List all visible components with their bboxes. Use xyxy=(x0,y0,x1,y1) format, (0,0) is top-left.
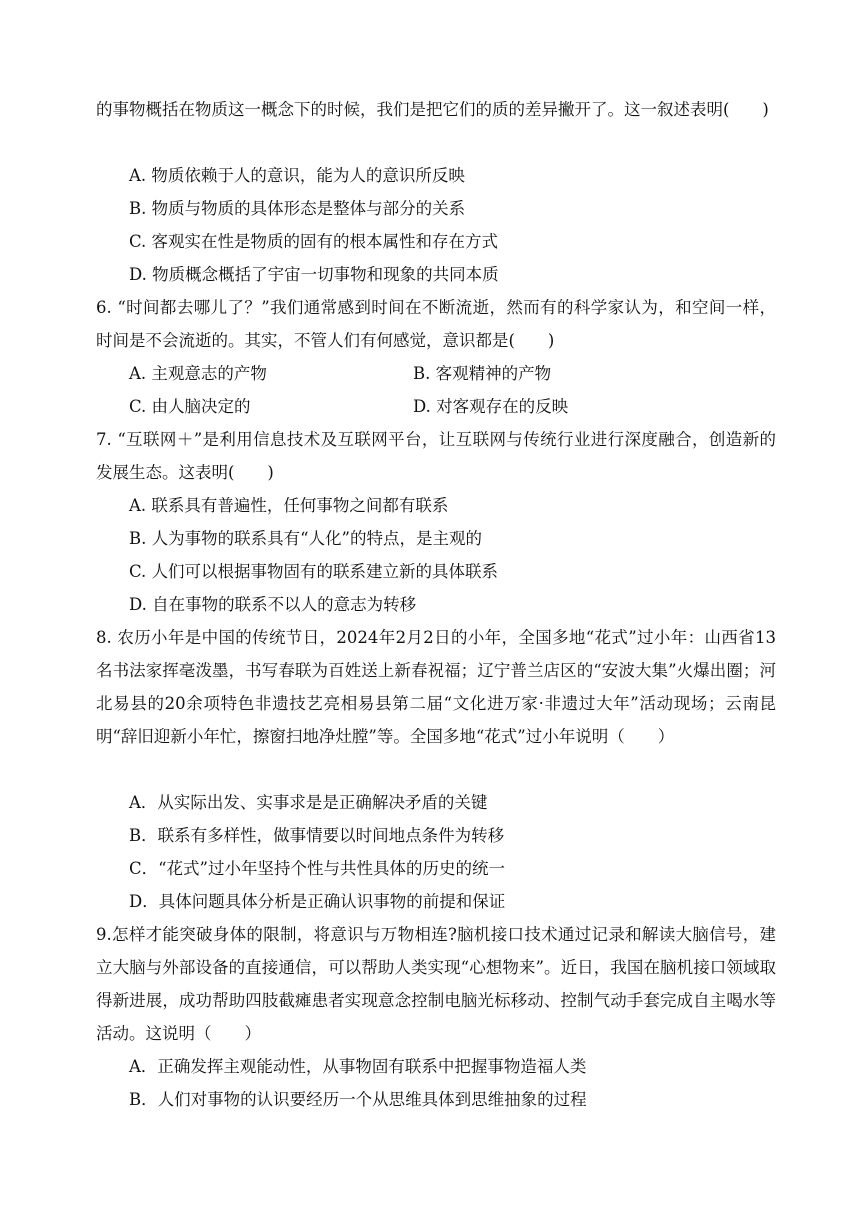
question-7-option-d: D. 自在事物的联系不以人的意志为转移 xyxy=(129,595,417,614)
question-5-stem: 的事物概括在物质这一概念下的时候，我们是把它们的质的差异撇开了。这一叙述表明( ) xyxy=(96,100,769,119)
question-6-option-c: C. 由人脑决定的 xyxy=(129,397,251,416)
question-5-option-d: D. 物质概念概括了宇宙一切事物和现象的共同本质 xyxy=(129,265,499,284)
question-9-option-a: A．正确发挥主观能动性，从事物固有联系中把握事物造福人类 xyxy=(129,1057,587,1076)
question-8-option-c: C．“花式”过小年坚持个性与共性具体的历史的统一 xyxy=(129,859,505,878)
question-8-option-d: D．具体问题具体分析是正确认识事物的前提和保证 xyxy=(129,892,506,911)
question-7-option-b: B. 人为事物的联系具有“人化”的特点，是主观的 xyxy=(129,529,482,548)
question-6-option-d: D. 对客观存在的反映 xyxy=(413,397,569,416)
question-8-option-b: B．联系有多样性，做事情要以时间地点条件为转移 xyxy=(129,826,505,845)
question-9-stem: 9.怎样才能突破身体的限制，将意识与万物相连?脑机接口技术通过记录和解读大脑信号，建立大脑与外部设备的直接通信，可以帮助人类实现“心想物来”。近日，我国在脑机接口领域取得新进展，成功帮助四肢截瘫患者实现意念控制电脑光标移动、控制气动手套完成自主喝水等活动。这说明（ ） xyxy=(96,925,776,1043)
question-5-option-a: A. 物质依赖于人的意识，能为人的意识所反映 xyxy=(129,166,465,185)
question-8-option-a: A．从实际出发、实事求是是正确解决矛盾的关键 xyxy=(129,793,488,812)
question-7-option-c: C. 人们可以根据事物固有的联系建立新的具体联系 xyxy=(129,562,499,581)
question-9-option-b: B．人们对事物的认识要经历一个从思维具体到思维抽象的过程 xyxy=(129,1090,587,1109)
question-7-stem: 7. “互联网＋”是利用信息技术及互联网平台，让互联网与传统行业进行深度融合，创造新的发展生态。这表明( ) xyxy=(96,430,776,482)
question-5-option-b: B. 物质与物质的具体形态是整体与部分的关系 xyxy=(129,199,466,218)
question-6-option-a: A. 主观意志的产物 xyxy=(129,364,267,383)
question-5-option-c: C. 客观实在性是物质的固有的根本属性和存在方式 xyxy=(129,232,499,251)
question-6-option-b: B. 客观精神的产物 xyxy=(413,364,552,383)
question-6-stem: 6. “时间都去哪儿了？”我们通常感到时间在不断流逝，然而有的科学家认为，和空间一样，时间是不会流逝的。其实，不管人们有何感觉，意识都是( ) xyxy=(96,298,776,350)
question-7-option-a: A. 联系具有普遍性，任何事物之间都有联系 xyxy=(129,496,449,515)
question-8-stem: 8. 农历小年是中国的传统节日，2024年2月2日的小年，全国多地“花式”过小年：山西省13名书法家挥毫泼墨，书写春联为百姓送上新春祝福；辽宁普兰店区的“安波大集”火爆出圈；河北易县的20余项特色非遗技艺亮相易县第二届“文化进万家·非遗过大年”活动现场；云南昆明“辞旧迎新小年忙，擦窗扫地净灶膛”等。全国多地“花式”过小年说明（ ） xyxy=(96,628,776,746)
